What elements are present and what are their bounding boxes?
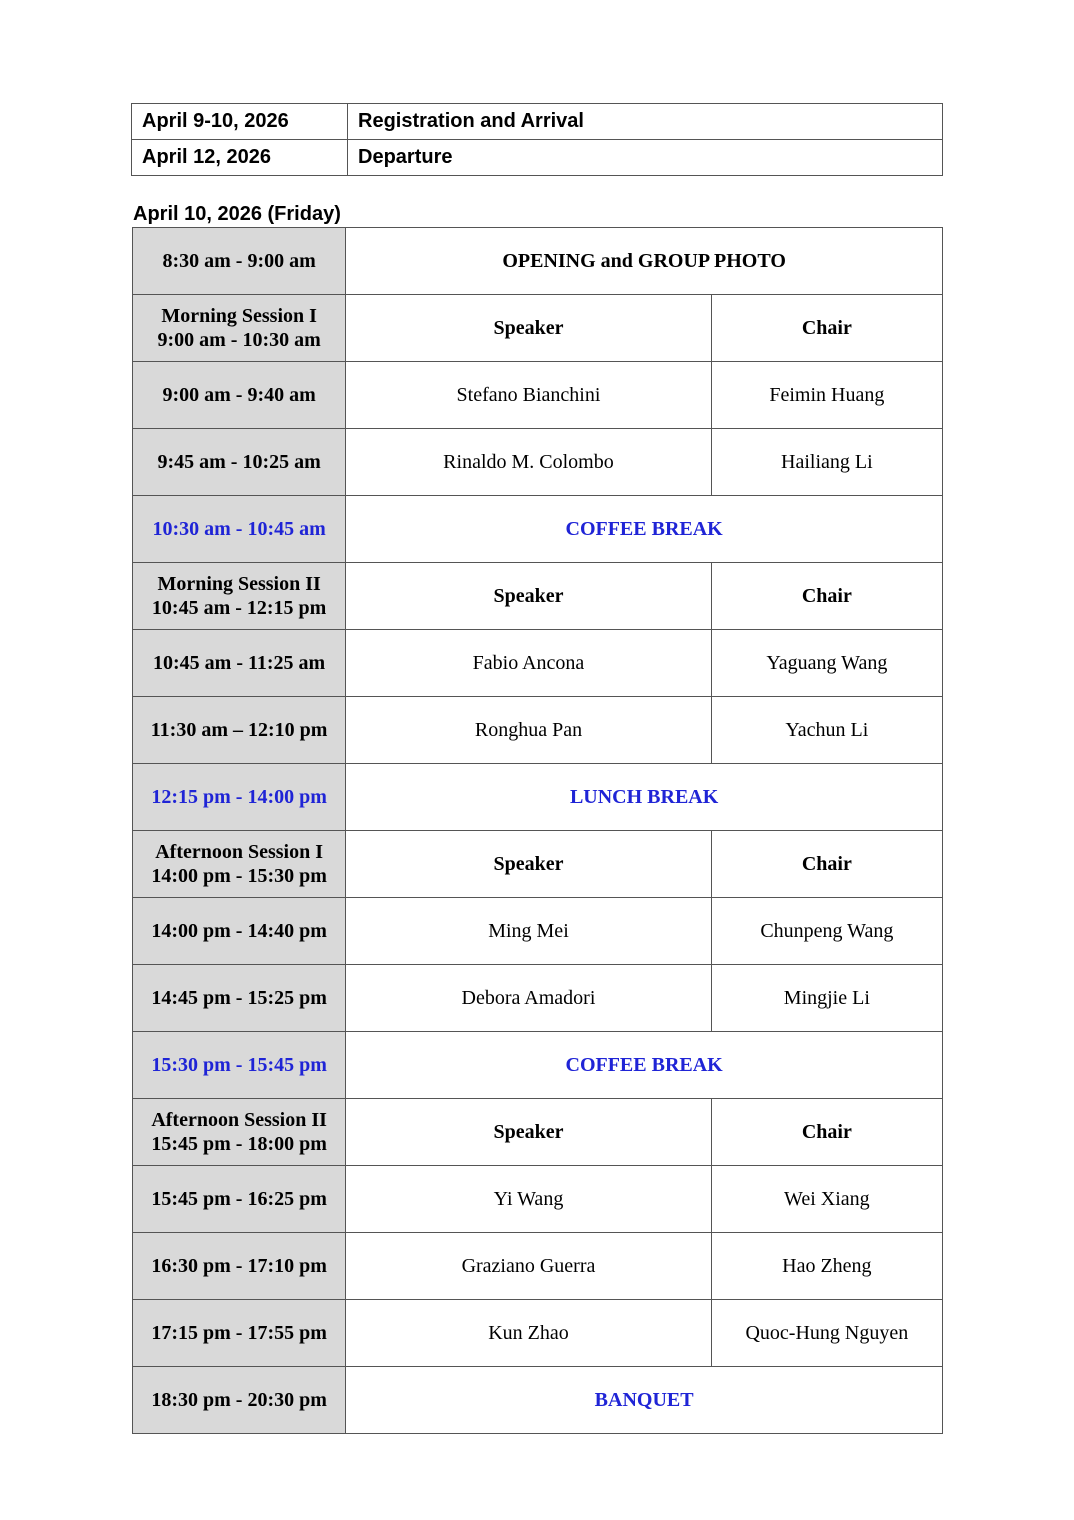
session-name: Afternoon Session I xyxy=(155,841,324,863)
speaker-cell: Yi Wang xyxy=(346,1166,711,1233)
speaker-header: Speaker xyxy=(346,563,711,630)
chair-cell: Wei Xiang xyxy=(711,1166,942,1233)
speaker-cell: Kun Zhao xyxy=(346,1300,711,1367)
time-cell: 10:45 am - 11:25 am xyxy=(133,630,346,697)
speaker-cell: Ronghua Pan xyxy=(346,697,711,764)
time-cell: 9:00 am - 9:40 am xyxy=(133,362,346,429)
break-row xyxy=(133,496,943,563)
break-label: COFFEE BREAK xyxy=(346,1032,943,1099)
chair-cell: Yaguang Wang xyxy=(711,630,942,697)
chair-cell: Mingjie Li xyxy=(711,965,942,1032)
speaker-cell: Rinaldo M. Colombo xyxy=(346,429,711,496)
session-header-row xyxy=(133,1099,943,1166)
break-label: LUNCH BREAK xyxy=(346,764,943,831)
session-title-cell xyxy=(133,563,346,630)
summary-table xyxy=(131,103,943,176)
time-cell: 11:30 am – 12:10 pm xyxy=(133,697,346,764)
banquet-row xyxy=(133,1367,943,1434)
break-time: 10:30 am - 10:45 am xyxy=(133,496,346,563)
talk-row xyxy=(133,898,943,965)
session-title-cell xyxy=(133,1099,346,1166)
talk-row xyxy=(133,965,943,1032)
time-cell: 14:00 pm - 14:40 pm xyxy=(133,898,346,965)
talk-row xyxy=(133,630,943,697)
speaker-cell: Debora Amadori xyxy=(346,965,711,1032)
session-time: 15:45 pm - 18:00 pm xyxy=(151,1133,327,1155)
session-name: Afternoon Session II xyxy=(151,1109,327,1131)
summary-event: Departure xyxy=(348,140,943,176)
talk-row xyxy=(133,1300,943,1367)
banquet-label: BANQUET xyxy=(346,1367,943,1434)
break-row xyxy=(133,764,943,831)
speaker-cell: Ming Mei xyxy=(346,898,711,965)
speaker-cell: Stefano Bianchini xyxy=(346,362,711,429)
talk-row xyxy=(133,429,943,496)
speaker-cell: Graziano Guerra xyxy=(346,1233,711,1300)
session-name: Morning Session II xyxy=(157,573,321,595)
chair-cell: Yachun Li xyxy=(711,697,942,764)
speaker-header: Speaker xyxy=(346,295,711,362)
day-heading: April 10, 2026 (Friday) xyxy=(133,203,341,225)
time-cell: 15:45 pm - 16:25 pm xyxy=(133,1166,346,1233)
time-cell: 17:15 pm - 17:55 pm xyxy=(133,1300,346,1367)
speaker-header: Speaker xyxy=(346,1099,711,1166)
session-time: 9:00 am - 10:30 am xyxy=(157,329,321,351)
chair-header: Chair xyxy=(711,1099,942,1166)
session-time: 10:45 am - 12:15 pm xyxy=(151,597,327,619)
talk-row xyxy=(133,1233,943,1300)
summary-date: April 9-10, 2026 xyxy=(132,104,348,140)
summary-row xyxy=(132,140,943,176)
chair-cell: Quoc-Hung Nguyen xyxy=(711,1300,942,1367)
session-time: 14:00 pm - 15:30 pm xyxy=(151,865,327,887)
session-name: Morning Session I xyxy=(161,305,317,327)
session-header-row xyxy=(133,295,943,362)
chair-header: Chair xyxy=(711,563,942,630)
chair-header: Chair xyxy=(711,831,942,898)
break-row xyxy=(133,1032,943,1099)
session-header-row xyxy=(133,563,943,630)
chair-cell: Chunpeng Wang xyxy=(711,898,942,965)
chair-cell: Hao Zheng xyxy=(711,1233,942,1300)
speaker-cell: Fabio Ancona xyxy=(346,630,711,697)
banquet-time: 18:30 pm - 20:30 pm xyxy=(133,1367,346,1434)
summary-event: Registration and Arrival xyxy=(348,104,943,140)
break-time: 15:30 pm - 15:45 pm xyxy=(133,1032,346,1099)
talk-row xyxy=(133,1166,943,1233)
summary-date: April 12, 2026 xyxy=(132,140,348,176)
break-time: 12:15 pm - 14:00 pm xyxy=(133,764,346,831)
schedule-table xyxy=(132,227,943,1434)
session-header-row xyxy=(133,831,943,898)
chair-cell: Feimin Huang xyxy=(711,362,942,429)
session-title-cell xyxy=(133,831,346,898)
opening-row xyxy=(133,228,943,295)
time-cell: 9:45 am - 10:25 am xyxy=(133,429,346,496)
talk-row xyxy=(133,362,943,429)
time-cell: 16:30 pm - 17:10 pm xyxy=(133,1233,346,1300)
session-title-cell xyxy=(133,295,346,362)
talk-row xyxy=(133,697,943,764)
time-cell: 8:30 am - 9:00 am xyxy=(133,228,346,295)
opening-label: OPENING and GROUP PHOTO xyxy=(346,228,943,295)
chair-cell: Hailiang Li xyxy=(711,429,942,496)
time-cell: 14:45 pm - 15:25 pm xyxy=(133,965,346,1032)
break-label: COFFEE BREAK xyxy=(346,496,943,563)
summary-row xyxy=(132,104,943,140)
chair-header: Chair xyxy=(711,295,942,362)
speaker-header: Speaker xyxy=(346,831,711,898)
